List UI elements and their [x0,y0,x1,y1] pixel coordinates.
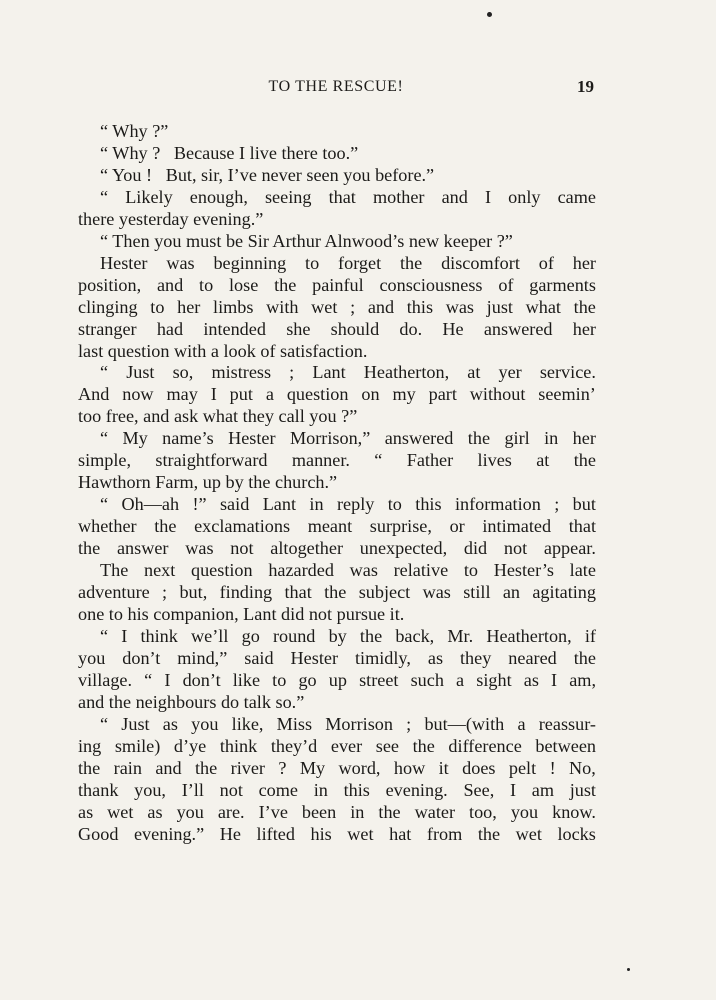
text-line: “ Oh—ah !” said Lant in reply to this information ; but [100,494,596,515]
text-line: you don’t mind,” said Hester timidly, as they neared the [78,647,596,668]
text-line: thank you, I’ll not come in this evening. See, I am just [78,779,596,800]
text-line: Good evening.” He lifted his wet hat from the wet locks [78,823,596,844]
text-line: “ I think we’ll go round by the back, Mr. Heatherton, if [100,625,596,646]
text-line: ing smile) d’ye think they’d ever see the difference between [78,735,596,756]
text-line: clinging to her limbs with wet ; and this was just what the [78,296,596,317]
text-line: last question with a look of satisfaction. [78,340,368,361]
text-line: The next question hazarded was relative to Hester’s late [100,560,596,581]
text-line: position, and to lose the painful consciousness of garments [78,274,596,295]
text-line: “ Then you must be Sir Arthur Alnwood’s new keeper ?” [100,230,513,251]
text-line: “ Just as you like, Miss Morrison ; but—(with a reassur- [100,713,596,734]
text-line: one to his companion, Lant did not pursue it. [78,603,405,624]
text-line: Hester was beginning to forget the discomfort of her [100,252,596,273]
text-line: the answer was not altogether unexpected, did not appear. [78,538,596,559]
text-line: stranger had intended she should do. He answered her [78,318,596,339]
text-line: too free, and ask what they call you ?” [78,406,358,427]
running-title: TO THE RESCUE! [268,78,404,95]
body-text [78,121,596,845]
text-line: as wet as you are. I’ve been in the water too, you know. [78,801,596,822]
text-line: “ Just so, mistress ; Lant Heatherton, at yer service. [100,362,596,383]
text-line: And now may I put a question on my part without seemin’ [78,384,596,405]
text-line: the rain and the river ? My word, how it does pelt ! No, [78,757,596,778]
text-line: there yesterday evening.” [78,208,264,229]
text-line: “ My name’s Hester Morrison,” answered the girl in her [100,428,596,449]
page-header [78,78,594,102]
text-line: whether the exclamations meant surprise, or intimated that [78,516,596,537]
text-line: “ Why ? Because I live there too.” [100,142,359,163]
text-line: and the neighbours do talk so.” [78,691,305,712]
text-line: “ Why ?” [100,121,169,141]
print-speck [627,968,630,971]
text-line: village. “ I don’t like to go up street such a sight as I am, [78,669,596,690]
text-line: “ Likely enough, seeing that mother and I only came [100,186,596,207]
text-line: simple, straightforward manner. “ Father lives at the [78,450,596,471]
text-line: “ You ! But, sir, I’ve never seen you before.” [100,164,435,185]
text-line: Hawthorn Farm, up by the church.” [78,472,338,493]
page-number: 19 [577,77,594,96]
text-line: adventure ; but, finding that the subject was still an agitating [78,582,596,603]
print-speck [487,12,492,17]
